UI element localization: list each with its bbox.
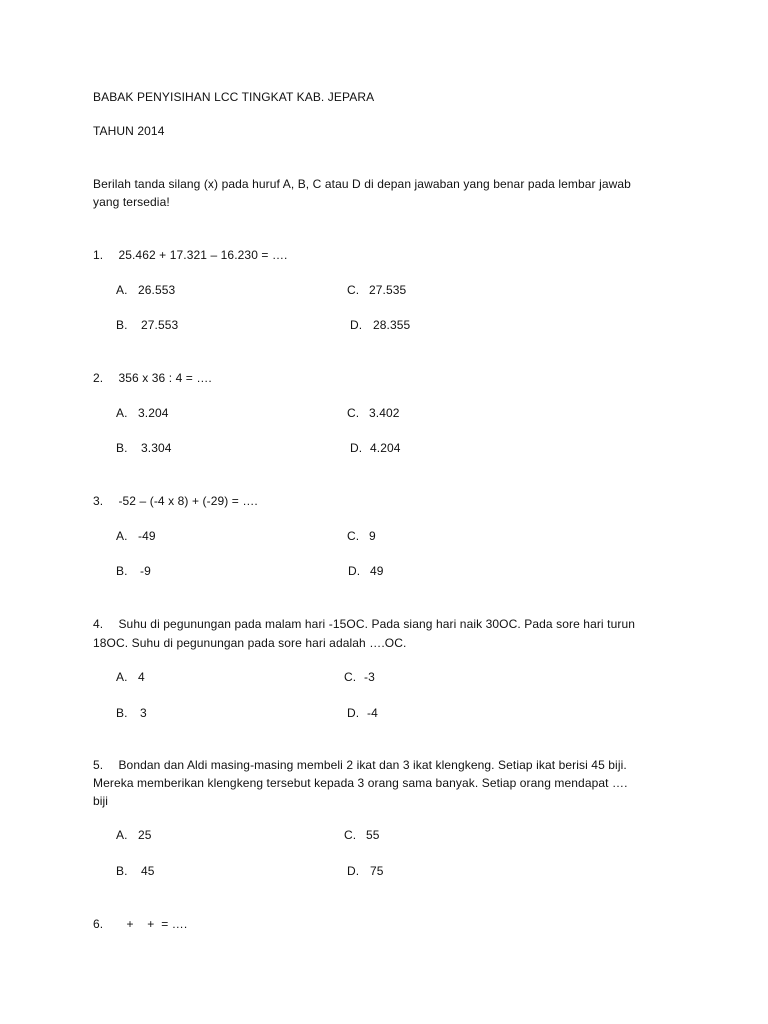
option-value: 45 (141, 864, 155, 878)
q2-option-c[interactable] (347, 404, 400, 422)
option-key: A. (116, 406, 128, 420)
question-text: + + = …. (126, 917, 188, 931)
option-value: -49 (138, 529, 156, 543)
question-4 (93, 615, 635, 633)
q5-option-b[interactable] (116, 862, 155, 880)
option-value: 27.535 (369, 283, 407, 297)
q4-option-b[interactable] (116, 704, 147, 722)
q1-option-d[interactable] (350, 316, 410, 334)
q1-option-a[interactable] (116, 281, 175, 299)
option-key: D. (347, 864, 360, 878)
option-value: -3 (364, 670, 375, 684)
q3-option-b[interactable] (116, 562, 151, 580)
option-key: B. (116, 441, 128, 455)
question-1 (93, 246, 287, 264)
question-3 (93, 492, 258, 510)
question-number: 3. (93, 494, 104, 508)
q1-option-c[interactable] (347, 281, 406, 299)
instructions-line-1: Berilah tanda silang (x) pada huruf A, B, C atau D di depan jawaban yang benar pada lembar jawab (93, 177, 631, 191)
option-key: D. (347, 706, 360, 720)
option-value: 28.355 (373, 318, 411, 332)
q2-option-a[interactable] (116, 404, 169, 422)
option-key: C. (344, 670, 357, 684)
question-5 (93, 756, 627, 774)
option-value: 26.553 (138, 283, 176, 297)
option-value: 3 (140, 706, 147, 720)
option-value: 9 (369, 529, 376, 543)
option-key: A. (116, 283, 128, 297)
question-text-line-1: Suhu di pegunungan pada malam hari -15OC. Pada siang hari naik 30OC. Pada sore hari turun (118, 617, 635, 631)
option-key: B. (116, 564, 128, 578)
question-text: -52 – (-4 x 8) + (-29) = …. (118, 494, 258, 508)
q4-option-d[interactable] (347, 704, 378, 722)
option-key: C. (347, 283, 360, 297)
question-text: 25.462 + 17.321 – 16.230 = …. (118, 248, 288, 262)
question-number: 2. (93, 371, 104, 385)
q1-option-b[interactable] (116, 316, 178, 334)
option-key: B. (116, 706, 128, 720)
option-key: A. (116, 828, 128, 842)
question-5-continuation-1: Mereka memberikan klengkeng tersebut kepada 3 orang sama banyak. Setiap orang mendapat …. (93, 776, 628, 790)
option-key: C. (347, 406, 360, 420)
document-year: TAHUN 2014 (93, 124, 165, 138)
option-value: 3.402 (369, 406, 400, 420)
q4-option-c[interactable] (344, 668, 375, 686)
option-value: 4 (138, 670, 145, 684)
q5-option-c[interactable] (344, 826, 380, 844)
option-value: 75 (370, 864, 384, 878)
option-value: 3.304 (141, 441, 172, 455)
option-value: 25 (138, 828, 152, 842)
option-key: D. (348, 564, 361, 578)
q3-option-a[interactable] (116, 527, 156, 545)
q2-option-d[interactable] (350, 439, 401, 457)
option-value: -9 (140, 564, 151, 578)
q5-option-d[interactable] (347, 862, 384, 880)
option-value: 3.204 (138, 406, 169, 420)
document-title: BABAK PENYISIHAN LCC TINGKAT KAB. JEPARA (93, 90, 375, 104)
instructions-line-2: yang tersedia! (93, 195, 170, 209)
q2-option-b[interactable] (116, 439, 172, 457)
option-key: B. (116, 318, 128, 332)
question-number: 4. (93, 617, 104, 631)
option-value: -4 (367, 706, 378, 720)
option-value: 27.553 (141, 318, 179, 332)
q5-option-a[interactable] (116, 826, 152, 844)
question-6 (93, 915, 187, 933)
option-value: 55 (366, 828, 380, 842)
option-key: C. (344, 828, 357, 842)
option-key: D. (350, 318, 363, 332)
question-text: 356 x 36 : 4 = …. (118, 371, 212, 385)
option-key: A. (116, 529, 128, 543)
option-key: C. (347, 529, 360, 543)
question-5-continuation-2: biji (93, 794, 109, 808)
option-value: 4.204 (370, 441, 401, 455)
option-value: 49 (370, 564, 384, 578)
question-4-continuation: 18OC. Suhu di pegunungan pada sore hari adalah ….OC. (93, 636, 407, 650)
question-number: 5. (93, 758, 104, 772)
question-number: 1. (93, 248, 104, 262)
option-key: A. (116, 670, 128, 684)
q3-option-c[interactable] (347, 527, 376, 545)
q3-option-d[interactable] (348, 562, 384, 580)
option-key: D. (350, 441, 363, 455)
question-2 (93, 369, 212, 387)
option-key: B. (116, 864, 128, 878)
q4-option-a[interactable] (116, 668, 145, 686)
question-number: 6. (93, 917, 104, 931)
question-text-line-1: Bondan dan Aldi masing-masing membeli 2 ikat dan 3 ikat klengkeng. Setiap ikat berisi 45 biji. (118, 758, 627, 772)
